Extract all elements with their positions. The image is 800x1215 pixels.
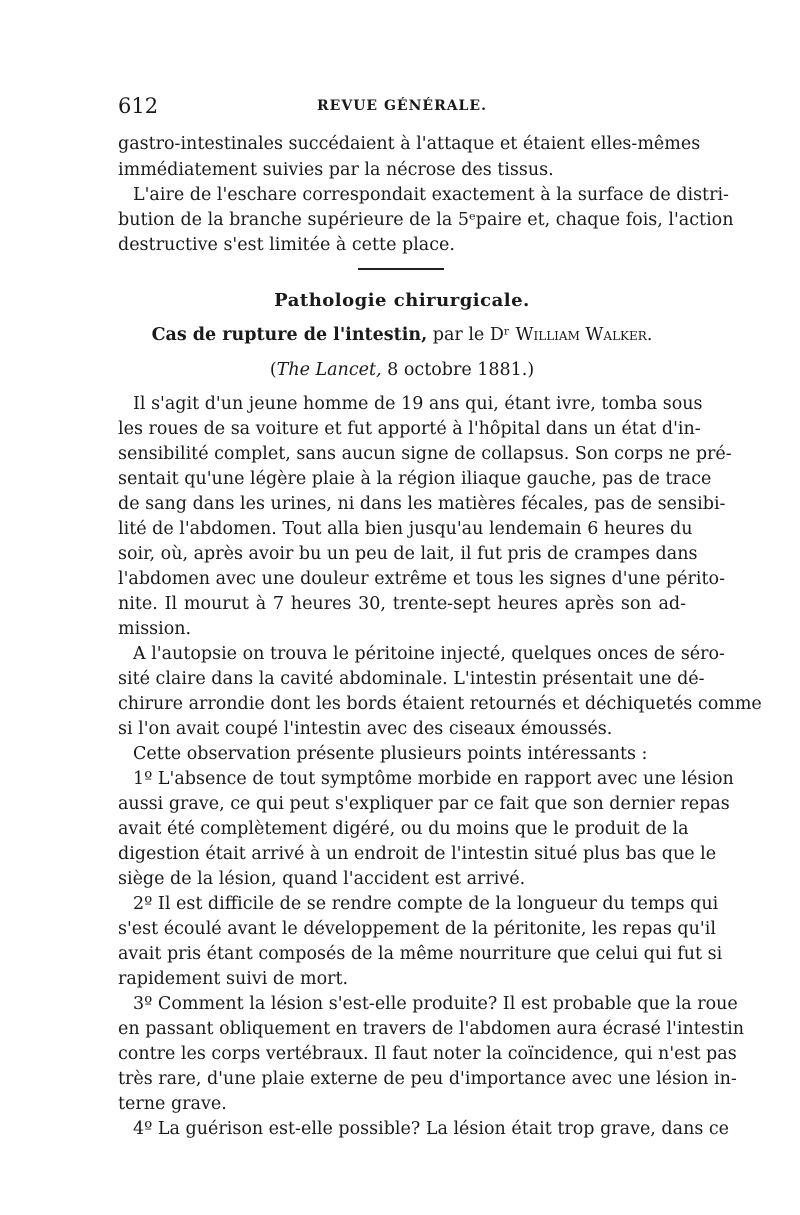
text-line: Il s'agit d'un jeune homme de 19 ans qui, étant ivre, tomba sous	[133, 394, 703, 414]
text-line: avait été complètement digéré, ou du moins que le produit de la	[118, 819, 689, 839]
author-name: William Walker.	[515, 325, 653, 345]
text-line: contre les corps vertébraux. Il faut noter la coïncidence, qui n'est pas	[118, 1044, 737, 1064]
page-header	[118, 94, 686, 120]
article-name: Cas de rupture de l'intestin,	[151, 325, 428, 345]
text-line: en passant obliquement en travers de l'abdomen aura écrasé l'intestin	[118, 1019, 744, 1039]
text-line: mission.	[118, 619, 192, 639]
text-line: gastro-intestinales succédaient à l'attaque et étaient elles-mêmes	[118, 134, 701, 154]
text-line: Cette observation présente plusieurs points intéressants :	[133, 744, 648, 764]
running-title: REVUE GÉNÉRALE.	[317, 98, 487, 114]
text-line: sentait qu'une légère plaie à la région iliaque gauche, pas de trace	[118, 469, 712, 489]
text-line: digestion était arrivé à un endroit de l'intestin situé plus bas que le	[118, 844, 717, 864]
text-line: s'est écoulé avant le développement de la péritonite, les repas qu'il	[118, 919, 716, 939]
text-line: l'abdomen avec une douleur extrême et tous les signes d'une périto-	[118, 569, 725, 589]
text-line: chirure arrondie dont les bords étaient retournés et déchiquetés comme	[118, 694, 762, 714]
text-line: 2º Il est difficile de se rendre compte de la longueur du temps qui	[133, 894, 719, 914]
text-line: si l'on avait coupé l'intestin avec des ciseaux émoussés.	[118, 719, 613, 739]
article-title	[118, 325, 686, 345]
text-line: les roues de sa voiture et fut apporté à l'hôpital dans un état d'in-	[118, 419, 701, 439]
page-number: 612	[118, 94, 159, 118]
section-divider	[358, 268, 444, 270]
text-line: rapidement suivi de mort.	[118, 969, 349, 989]
text-line: terne grave.	[118, 1094, 227, 1114]
text-line: immédiatement suivies par la nécrose des tissus.	[118, 160, 554, 180]
text-line: sité claire dans la cavité abdominale. L'intestin présentait une dé-	[118, 669, 705, 689]
text-line: avait pris étant composés de la même nourriture que celui qui fut si	[118, 944, 723, 964]
text-line: 1º L'absence de tout symptôme morbide en rapport avec une lésion	[133, 769, 734, 789]
text-line: L'aire de l'eschare correspondait exactement à la surface de distri-	[133, 185, 729, 205]
text-line: siège de la lésion, quand l'accident est arrivé.	[118, 869, 526, 889]
text-line: bution de la branche supérieure de la 5ᵉpaire et, chaque fois, l'action	[118, 210, 734, 230]
text-line: soir, où, après avoir bu un peu de lait, il fut pris de crampes dans	[118, 544, 698, 564]
text-line: A l'autopsie on trouva le péritoine injecté, quelques onces de séro-	[133, 644, 725, 664]
section-title: Pathologie chirurgicale.	[274, 290, 530, 311]
text-line: 4º La guérison est-elle possible? La lésion était trop grave, dans ce	[133, 1119, 730, 1139]
text-line: lité de l'abdomen. Tout alla bien jusqu'au lendemain 6 heures du	[118, 519, 693, 539]
text-line: de sang dans les urines, ni dans les matières fécales, pas de sensibi-	[118, 494, 726, 514]
byline-prefix: par le Dʳ	[432, 325, 510, 345]
source-paren: (	[269, 360, 277, 380]
text-line: très rare, d'une plaie externe de peu d'importance avec une lésion in-	[118, 1069, 737, 1089]
text-line: sensibilité complet, sans aucun signe de collapsus. Son corps ne pré-	[118, 444, 732, 464]
text-line: aussi grave, ce qui peut s'expliquer par ce fait que son dernier repas	[118, 794, 730, 814]
text-line: nite. Il mourut à 7 heures 30, trente-sept heures après son ad-	[118, 594, 686, 614]
text-line: destructive s'est limitée à cette place.	[118, 235, 455, 255]
source-citation	[118, 360, 686, 380]
journal-name: The Lancet,	[276, 360, 382, 380]
text-line: 3º Comment la lésion s'est-elle produite? Il est probable que la roue	[133, 994, 738, 1014]
source-date: 8 octobre 1881.)	[387, 360, 535, 380]
